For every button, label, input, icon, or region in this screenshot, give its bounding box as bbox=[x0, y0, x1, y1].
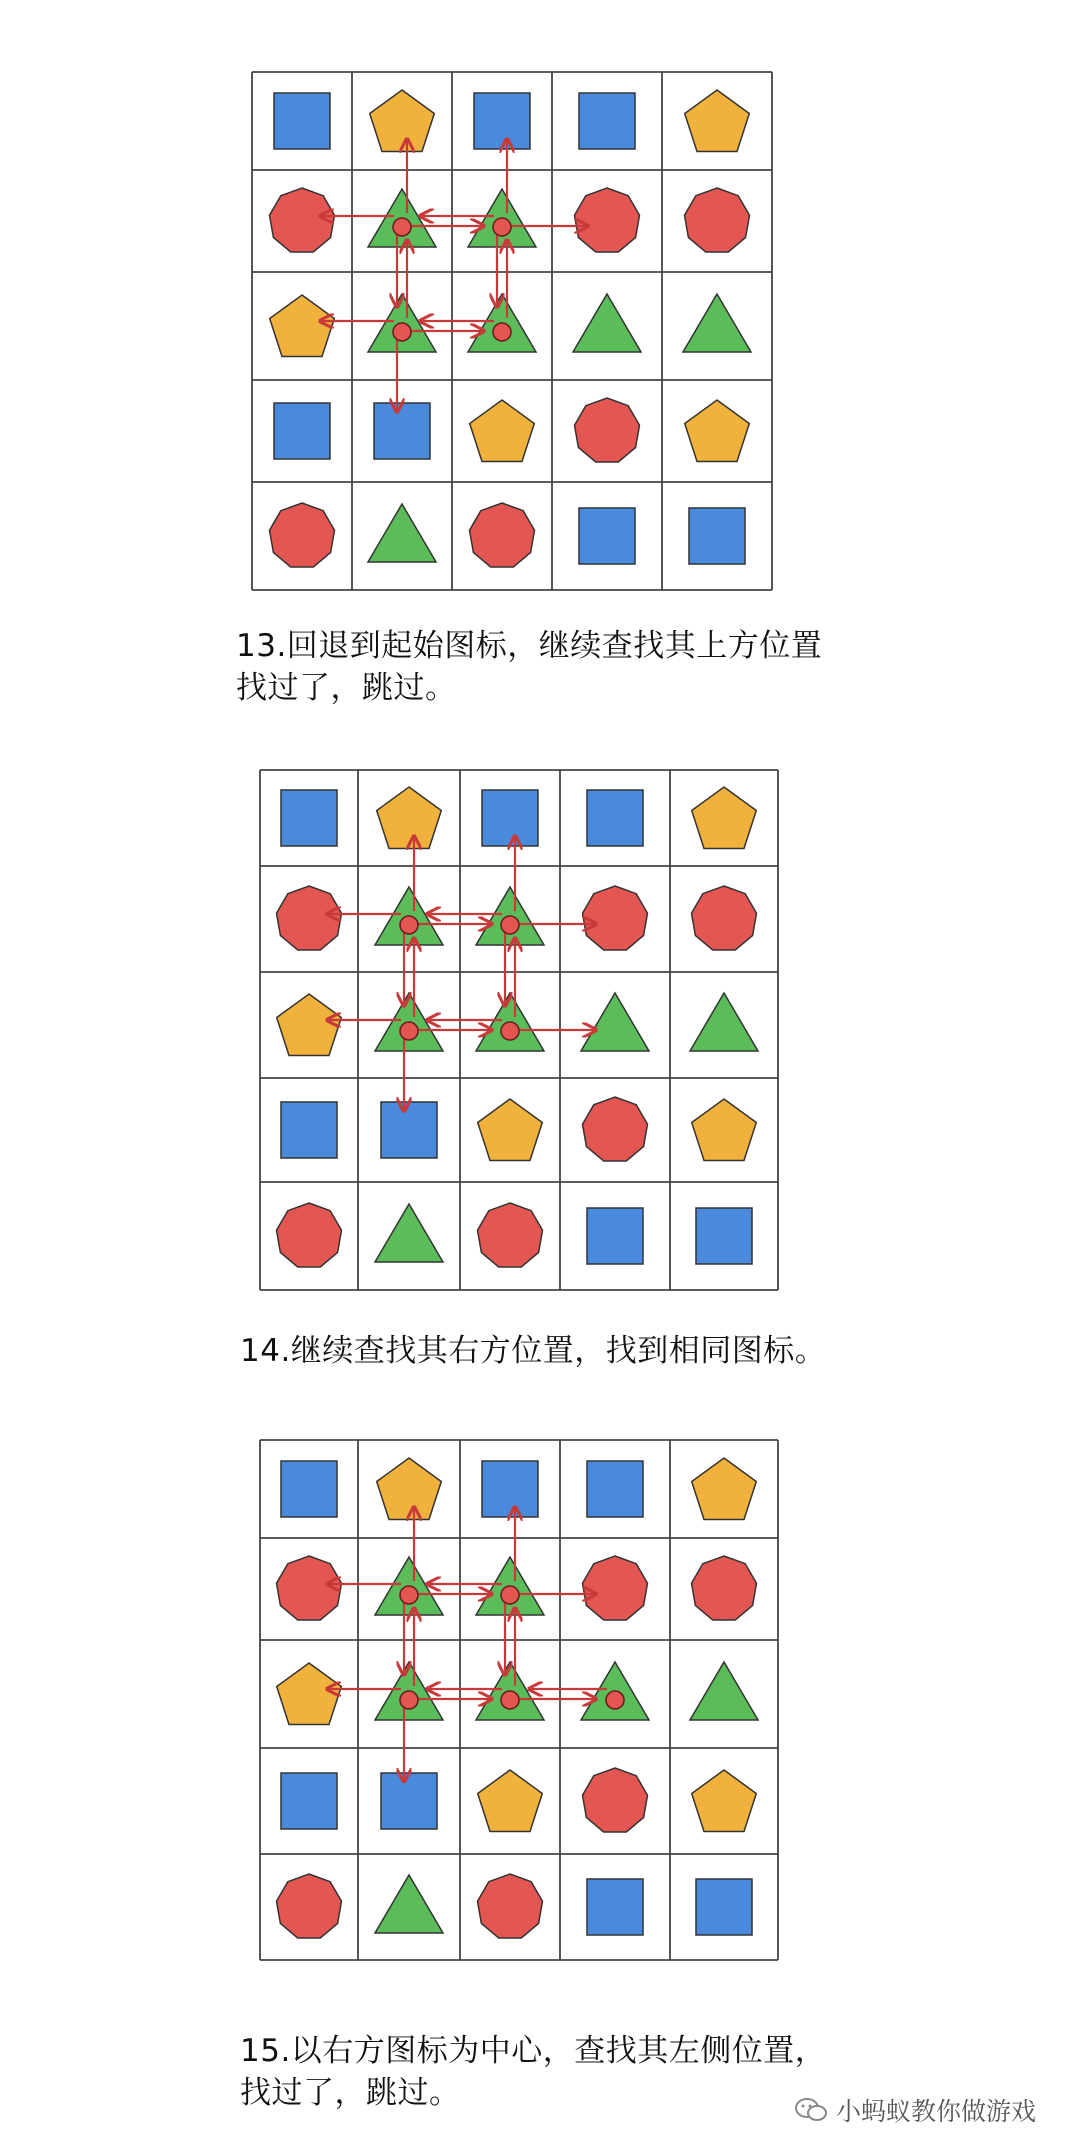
cell-3-0-square-icon[interactable] bbox=[281, 1773, 337, 1829]
cell-2-0-pentagon-icon[interactable] bbox=[277, 1663, 342, 1725]
cell-4-0-octagon-icon[interactable] bbox=[277, 1874, 342, 1938]
cell-1-3-octagon-icon[interactable] bbox=[583, 1556, 648, 1620]
cell-4-2-octagon-icon[interactable] bbox=[478, 1874, 543, 1938]
search-arrows bbox=[327, 1507, 607, 1782]
step-13-caption-line-1: 13.回退到起始图标，继续查找其上方位置 bbox=[236, 628, 823, 664]
cell-3-3-octagon-icon[interactable] bbox=[583, 1768, 648, 1832]
cell-1-4-octagon-icon[interactable] bbox=[692, 1556, 757, 1620]
cell-1-0-octagon-icon[interactable] bbox=[277, 1556, 342, 1620]
visited-dot-2-2 bbox=[501, 1691, 519, 1709]
step-13-caption-line-2: 找过了，跳过。 bbox=[236, 670, 457, 706]
cell-4-3-square-icon[interactable] bbox=[587, 1879, 643, 1935]
visited-dot-2-1 bbox=[400, 1691, 418, 1709]
cell-3-1-square-icon[interactable] bbox=[381, 1773, 437, 1829]
cell-4-1-triangle-icon[interactable] bbox=[375, 1875, 443, 1933]
visited-dot-1-1 bbox=[400, 1586, 418, 1604]
wechat-icon bbox=[794, 2097, 828, 2123]
watermark bbox=[794, 2092, 1036, 2128]
step-14-caption-line-1: 14.继续查找其右方位置，找到相同图标。 bbox=[240, 1333, 827, 1369]
step-15-caption-line-1: 15.以右方图标为中心，查找其左侧位置， bbox=[240, 2033, 827, 2069]
cell-0-2-square-icon[interactable] bbox=[482, 1461, 538, 1517]
cell-3-4-pentagon-icon[interactable] bbox=[692, 1770, 757, 1832]
cell-0-1-pentagon-icon[interactable] bbox=[377, 1458, 442, 1520]
step-15-caption-line-2: 找过了，跳过。 bbox=[240, 2075, 461, 2111]
step-15-caption bbox=[240, 2030, 826, 2114]
cell-0-0-square-icon[interactable] bbox=[281, 1461, 337, 1517]
visited-dot-2-3 bbox=[606, 1691, 624, 1709]
watermark-text: 小蚂蚁教你做游戏 bbox=[835, 2097, 1036, 2126]
cell-0-3-square-icon[interactable] bbox=[587, 1461, 643, 1517]
visited-dot-1-2 bbox=[501, 1586, 519, 1604]
cell-2-4-triangle-icon[interactable] bbox=[690, 1662, 758, 1720]
cell-3-2-pentagon-icon[interactable] bbox=[478, 1770, 543, 1832]
cell-4-4-square-icon[interactable] bbox=[696, 1879, 752, 1935]
cell-0-4-pentagon-icon[interactable] bbox=[692, 1458, 757, 1520]
